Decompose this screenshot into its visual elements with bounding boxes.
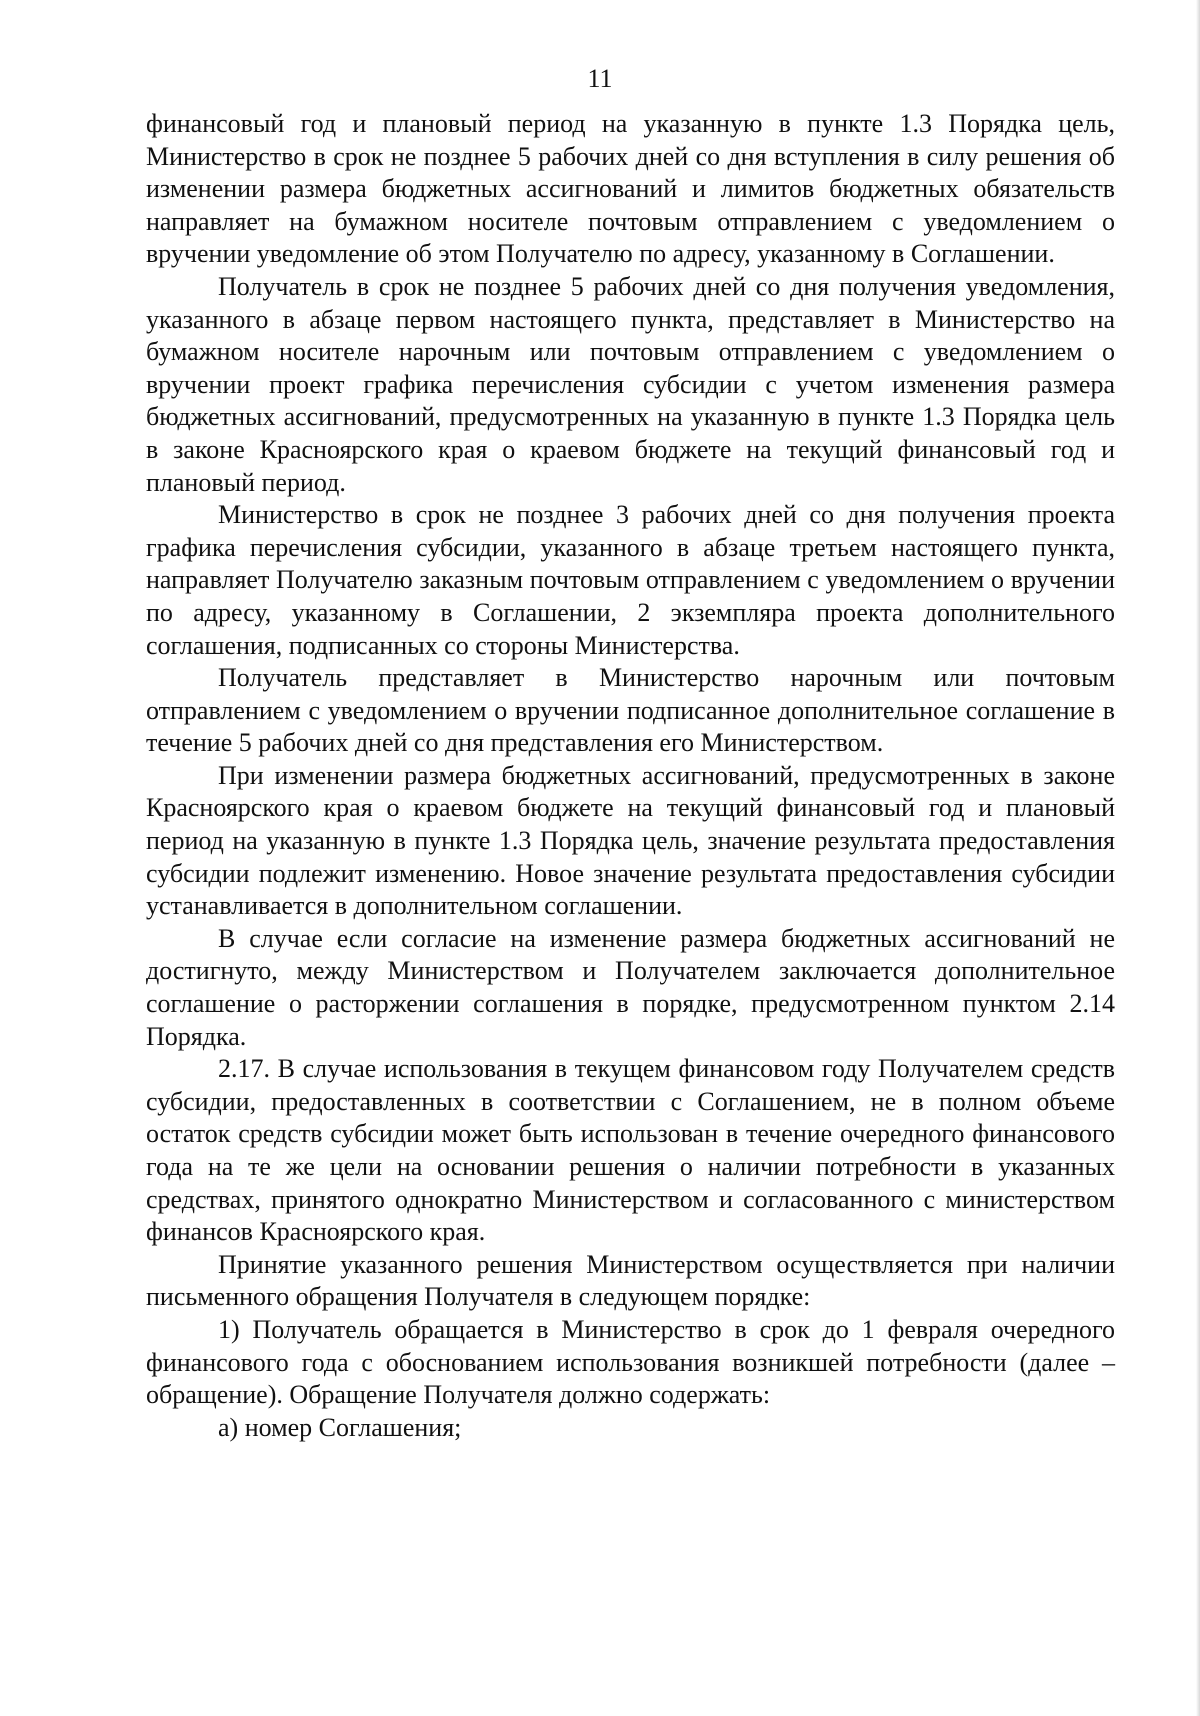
paragraph-1: финансовый год и плановый период на указанную в пункте 1.3 Порядка цель, Министерство в срок не позднее 5 рабочих дней со дня вступления в силу решения об изменении размера бюджетных ассигнований и лимитов бюджетных обязательств направляет на бумажном носителе почтовым отправлением с уведомлением о вручении уведомление об этом Получателю по адресу, указанному в Соглашении.: [146, 109, 1115, 269]
paragraph-8: Принятие указанного решения Министерством осуществляется при наличии письменного обращения Получателя в следующем порядке:: [146, 1249, 1115, 1312]
document-body: [146, 108, 1115, 1444]
paragraph-7-clause-2-17: 2.17. В случае использования в текущем финансовом году Получателем средств субсидии, предоставленных в соответствии с Соглашением, не в полном объеме остаток средств субсидии может быть использован в течение очередного финансового года на те же цели на основании решения о наличии потребности в указанных средствах, принятого однократно Министерством и согласованного с министерством финансов Красноярского края.: [146, 1054, 1115, 1247]
paragraph-5: При изменении размера бюджетных ассигнований, предусмотренных в законе Красноярского края о краевом бюджете на текущий финансовый год и плановый период на указанную в пункте 1.3 Порядка цель, значение результата предоставления субсидии подлежит изменению. Новое значение результата предоставления субсидии устанавливается в дополнительном соглашении.: [146, 760, 1115, 921]
paragraph-2: Получатель в срок не позднее 5 рабочих дней со дня получения уведомления, указанного в абзаце первом настоящего пункта, представляет в Министерство на бумажном носителе нарочным или почтовым отправлением с уведомлением о вручении проект графика перечисления субсидии с учетом изменения размера бюджетных ассигнований, предусмотренных на указанную в пункте 1.3 Порядка цель в законе Красноярского края о краевом бюджете на текущий финансовый год и плановый период.: [146, 271, 1115, 497]
paragraph-3: Министерство в срок не позднее 3 рабочих дней со дня получения проекта графика перечисления субсидии, указанного в абзаце третьем настоящего пункта, направляет Получателю заказным почтовым отправлением с уведомлением о вручении по адресу, указанному в Соглашении, 2 экземпляра проекта дополнительного соглашения, подписанных со стороны Министерства.: [146, 500, 1115, 660]
paragraph-9-item-1: 1) Получатель обращается в Министерство в срок до 1 февраля очередного финансового года с обоснованием использования возникшей потребности (далее – обращение). Обращение Получателя должно содержать:: [146, 1314, 1115, 1410]
scan-edge-shadow: [1196, 0, 1200, 1716]
paragraph-10-subitem-a: а) номер Соглашения;: [218, 1412, 462, 1442]
paragraph-6: В случае если согласие на изменение размера бюджетных ассигнований не достигнуто, между Министерством и Получателем заключается дополнительное соглашение о расторжении соглашения в порядке, предусмотренном пунктом 2.14 Порядка.: [146, 923, 1115, 1051]
paragraph-4: Получатель представляет в Министерство нарочным или почтовым отправлением с уведомлением о вручении подписанное дополнительное соглашение в течение 5 рабочих дней со дня представления его Министерством.: [146, 663, 1115, 758]
page-number: 11: [587, 64, 613, 93]
